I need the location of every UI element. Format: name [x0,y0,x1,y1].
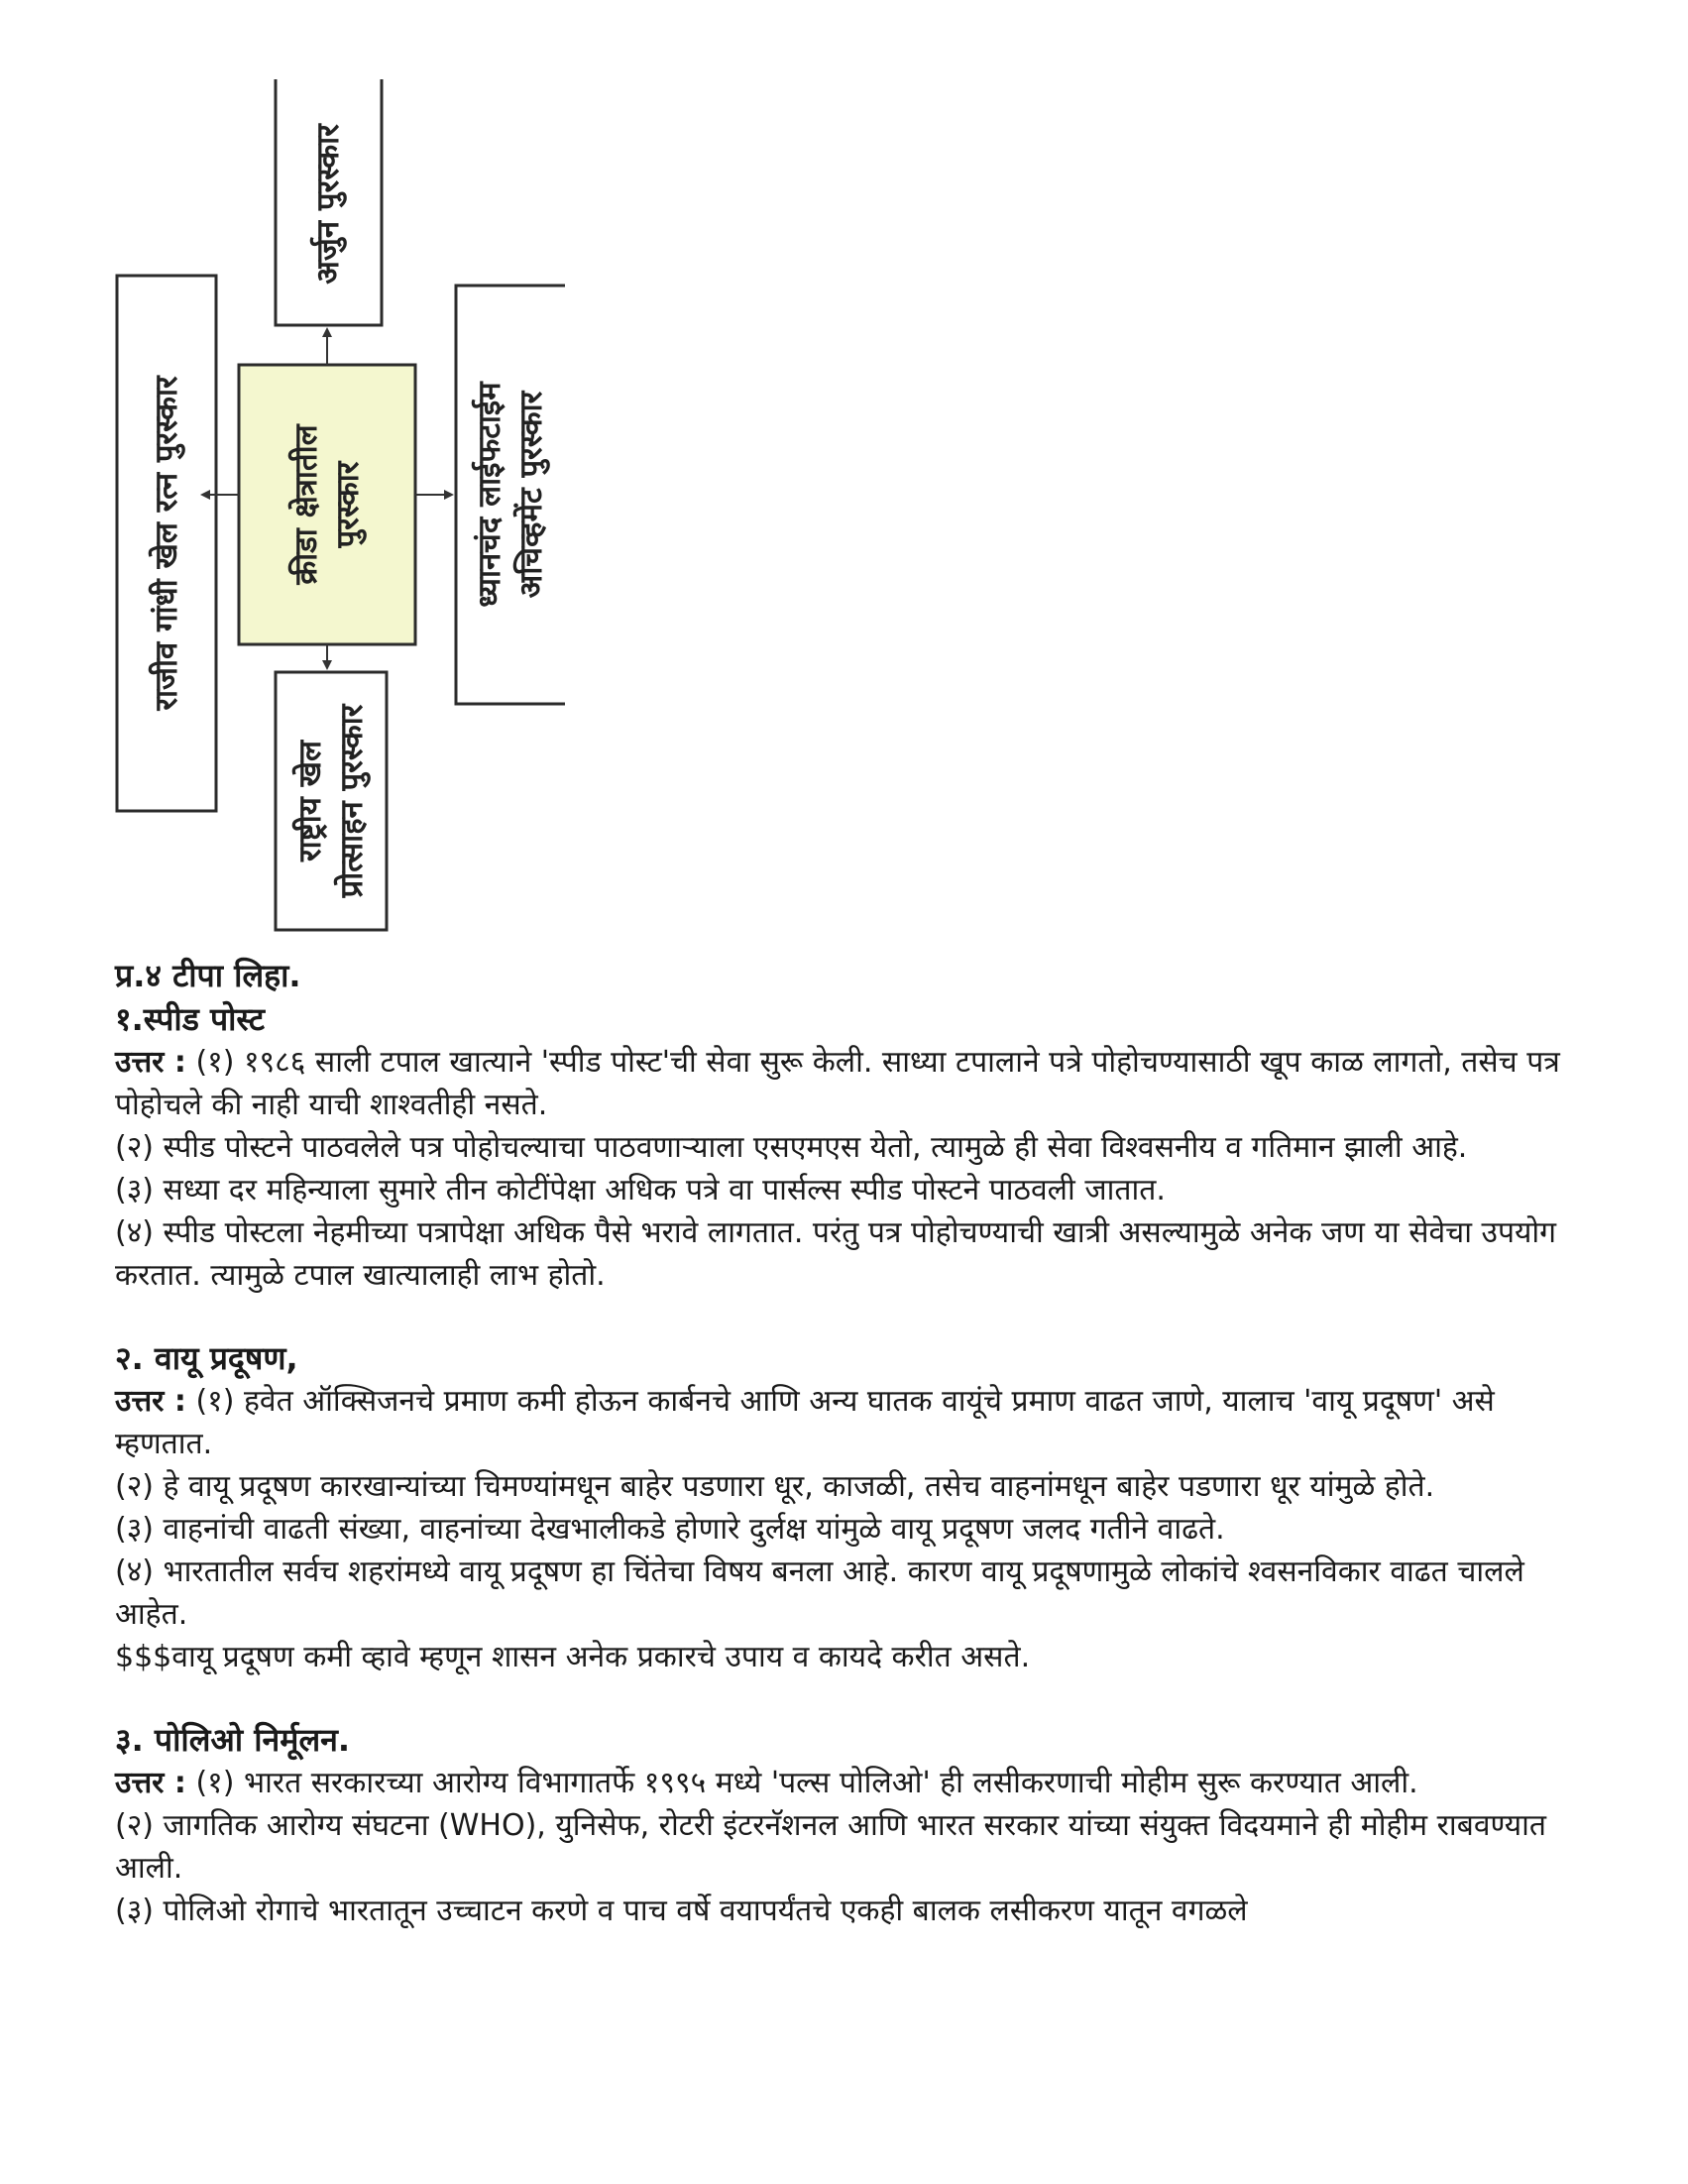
paragraph-text: (३) वाहनांची वाढती संख्या, वाहनांच्या देखभालीकडे होणारे दुर्लक्ष यांमुळे वायू प्रदूषण जलद गतीने वाढते. [115,1512,1225,1547]
paragraph-text: (१) भारत सरकारच्या आरोग्य विभागातर्फे १९९५ मध्ये 'पल्स पोलिओ' ही लसीकरणाची मोहीम सुरू करण्यात आली. [195,1766,1418,1800]
paragraph-text: (१) हवेत ऑक्सिजनचे प्रमाण कमी होऊन कार्बनचे आणि अन्य घातक वायूंचे प्रमाण वाढत जाणे, यालाच 'वायू प्रदूषण' असे म्हणतात. [115,1384,1495,1461]
answer-paragraph [115,1890,1582,1932]
answer-paragraph [115,1636,1582,1678]
answer-paragraph [115,1211,1582,1297]
left-label: राजीव गांधी खेल रत्न पुरस्कार [149,376,184,711]
section-title: १.स्पीड पोस्ट [115,1000,266,1038]
paragraph-text: $$$वायू प्रदूषण कमी व्हावे म्हणून शासन अनेक प्रकारचे उपाय व कायदे करीत असते. [115,1640,1031,1674]
paragraph-text: (३) पोलिओ रोगाचे भारतातून उच्चाटन करणे व पाच वर्षे वयापर्यंतचे एकही बालक लसीकरण यातून वगळले [115,1894,1248,1928]
answer-label: उत्तर : [115,1384,186,1419]
answer-paragraph [115,1551,1582,1636]
question-heading: प्र.४ टीपा लिहा. [115,957,301,994]
paragraph-text: (४) स्पीड पोस्टला नेहमीच्या पत्रापेक्षा अधिक पैसे भरावे लागतात. परंतु पत्र पोहोचण्याची खात्री असल्यामुळे अनेक जण या सेवेचा उपयोग करतात. त्यामुळे टपाल खात्यालाही लाभ होतो. [115,1215,1557,1293]
note-section [115,1718,1582,1932]
paragraph-text: (२) हे वायू प्रदूषण कारखान्यांच्या चिमण्यांमधून बाहेर पडणारा धूर, काजळी, तसेच वाहनांमधून बाहेर पडणारा धूर यांमुळे होते. [115,1469,1435,1504]
answer-paragraph [115,1169,1582,1211]
paragraph-text: (२) स्पीड पोस्टने पाठवलेले पत्र पोहोचल्याचा पाठवणाऱ्याला एसएमएस येतो, त्यामुळे ही सेवा विश्वसनीय व गतिमान झाली आहे. [115,1130,1468,1165]
answer-paragraph [115,1126,1582,1169]
sections-container [115,997,1582,1932]
center-label: क्रीडा क्षेत्रातील पुरस्कार [288,424,366,585]
answer-paragraph [115,1465,1582,1508]
section-title: २. वायू प्रदूषण, [115,1339,298,1377]
note-section [115,997,1582,1297]
paragraph-text: (३) सध्या दर महिन्याला सुमारे तीन कोटींपेक्षा अधिक पत्रे वा पार्सल्स स्पीड पोस्टने पाठवली जातात. [115,1173,1166,1207]
answer-paragraph [115,1508,1582,1551]
right-label: ध्यानचंद लाईफटाईम अचिव्हमेंट पुरस्कार [472,382,549,608]
bottom-label: राष्ट्रीय खेल प्रोत्साहन पुरस्कार [292,704,370,898]
answer-paragraph [115,1762,1582,1804]
answer-label: उत्तर : [115,1766,186,1800]
note-section [115,1336,1582,1678]
paragraph-text: (१) १९८६ साली टपाल खात्याने 'स्पीड पोस्ट'ची सेवा सुरू केली. साध्या टपालाने पत्रे पोहोचण्यासाठी खूप काळ लागतो, तसेच पत्र पोहोचले की नाही याची शाश्वतीही नसते. [115,1045,1560,1122]
notes-content [115,954,1582,1972]
answer-paragraph [115,1041,1582,1126]
paragraph-text: (४) भारतातील सर्वच शहरांमध्ये वायू प्रदूषण हा चिंतेचा विषय बनला आहे. कारण वायू प्रदूषणामुळे लोकांचे श्वसनविकार वाढत चालले आहेत. [115,1554,1524,1632]
answer-paragraph [115,1804,1582,1890]
top-label: अर्जुन पुरस्कार [310,124,346,285]
awards-diagram [107,77,573,935]
paragraph-text: (२) जागतिक आरोग्य संघटना (WHO), युनिसेफ, रोटरी इंटरनॅशनल आणि भारत सरकार यांच्या संयुक्त विदयमाने ही मोहीम राबवण्यात आली. [115,1808,1547,1886]
section-title: ३. पोलिओ निर्मूलन. [115,1721,351,1759]
answer-paragraph [115,1380,1582,1465]
answer-label: उत्तर : [115,1045,186,1080]
